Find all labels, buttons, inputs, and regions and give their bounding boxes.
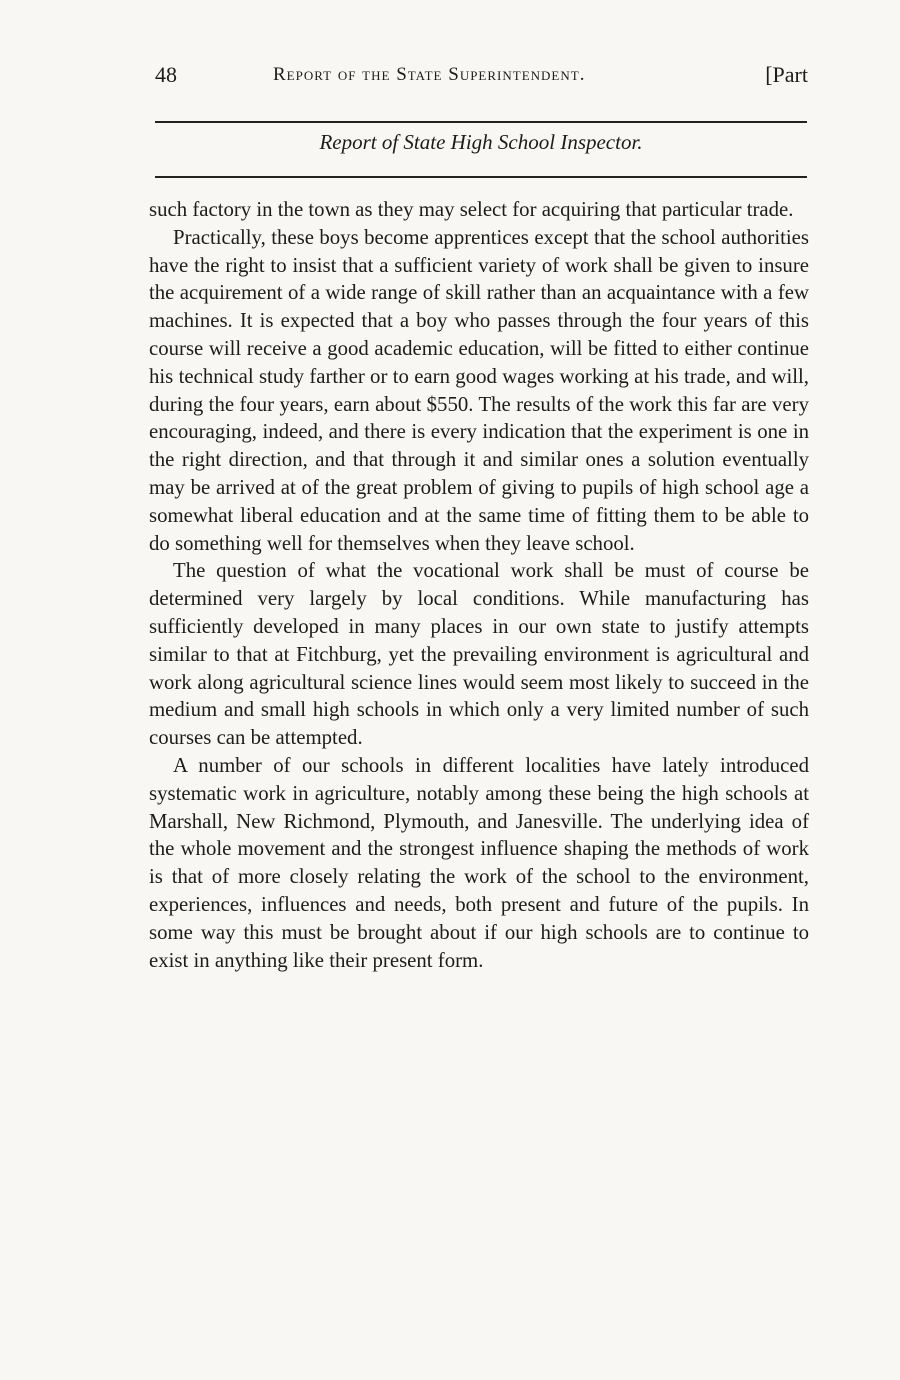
section-heading: Report of State High School Inspector. bbox=[319, 130, 643, 154]
paragraph-vocational-work: The question of what the vocational work shall be must of course be determined very largely by local conditions. While manufacturing has sufficiently developed in many places in our own state to justify attempts similar to that at Fitchburg, yet the prevailing environment is agricultural and work along agricultural science lines would seem most likely to succeed in the medium and small high schools in which only a very limited number of such courses can be attempted. bbox=[149, 559, 809, 750]
part-label: [Part bbox=[765, 62, 808, 87]
top-rule bbox=[155, 121, 807, 123]
bottom-rule bbox=[155, 176, 807, 178]
page-header bbox=[155, 62, 808, 96]
paragraph-continued: such factory in the town as they may select for acquiring that particular trade. bbox=[149, 198, 794, 221]
page-number: 48 bbox=[155, 62, 177, 87]
paragraph-apprentices: Practically, these boys become apprentices except that the school authorities have the right to insist that a sufficient variety of work shall be given to insure the acquirement of a wide range of skill rather than an acquaintance with a few machines. It is expected that a boy who passes through the four years of this course will receive a good academic education, will be fitted to either continue his technical study farther or to earn good wages working at his trade, and will, during the four years, earn about $550. The results of the work this far are very encouraging, indeed, and there is every indication that the experiment is one in the right direction, and that through it and similar ones a solution eventually may be arrived at of the great problem of giving to pupils of high school age a somewhat liberal education and at the same time of fitting them to be able to do something well for themselves when they leave school. bbox=[149, 225, 809, 555]
body-text bbox=[149, 196, 809, 974]
paragraph-agriculture: A number of our schools in different localities have lately introduced systematic work in agriculture, notably among these being the high schools at Marshall, New Richmond, Plymouth, and Janesville. The underlying idea of the whole movement and the strongest influence shaping the methods of work is that of more closely relating the work of the school to the environment, experiences, influences and needs, both present and future of the pupils. In some way this must be brought about if our high schools are to continue to exist in anything like their present form. bbox=[149, 753, 809, 972]
running-title: Report of the State Superintendent. bbox=[273, 64, 586, 85]
